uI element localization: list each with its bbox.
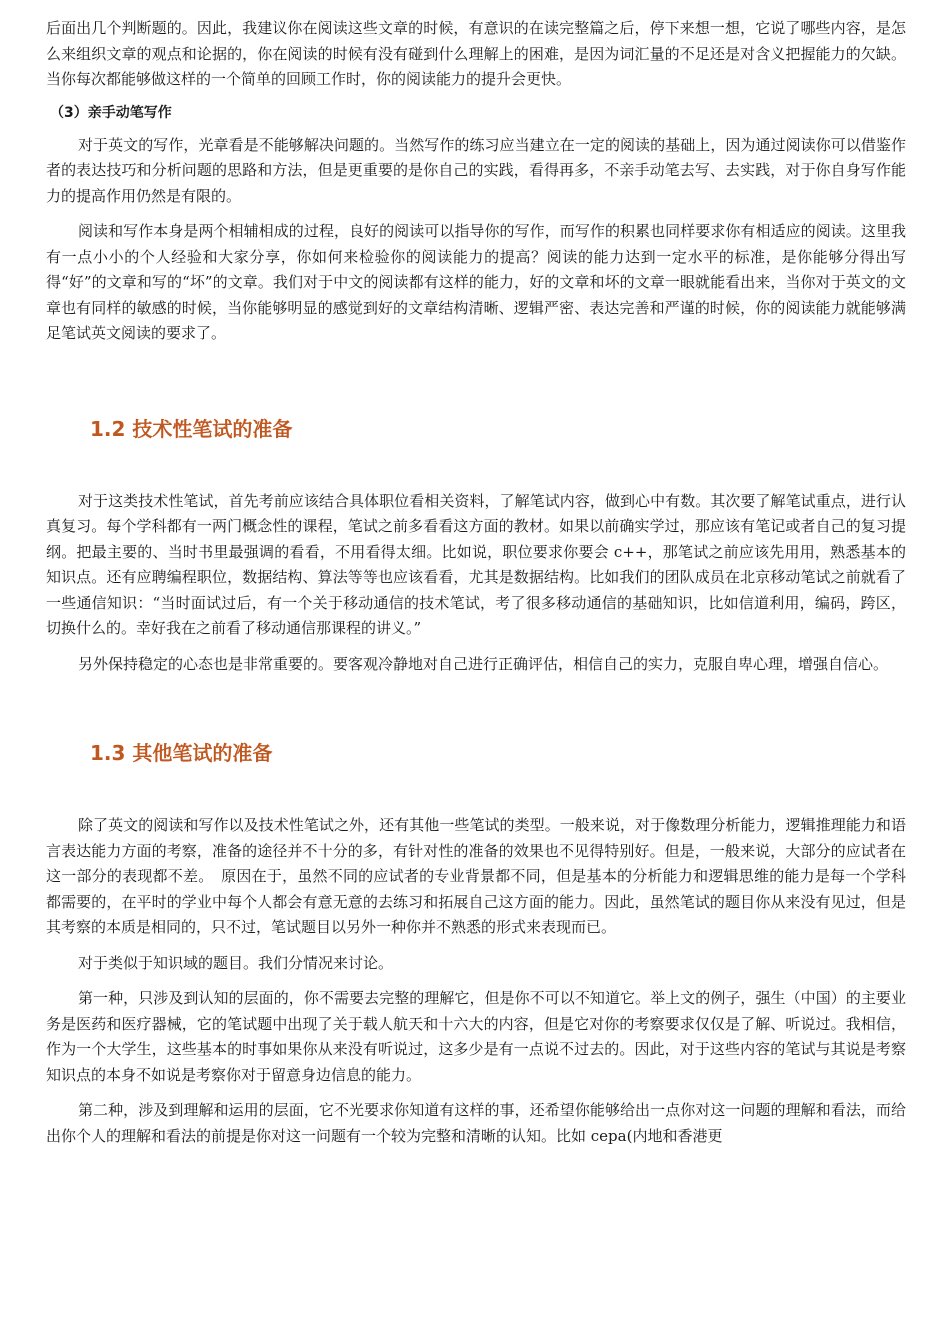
paragraph-second-type: 第二种，涉及到理解和运用的层面，它不光要求你知道有这样的事，还希望你能够给出一点你对这一问题的理解和看法，而给出你个人的理解和看法的前提是你对这一问题有一个较为完整和清晰的认知。比如 cepa(内地和香港更 bbox=[46, 1101, 906, 1145]
paragraph-reading-review: 后面出几个判断题的。因此，我建议你在阅读这些文章的时候，有意识的在读完整篇之后，停下来想一想，它说了哪些内容，是怎么来组织文章的观点和论据的，你在阅读的时候有没有碰到什么理解上的困难，是因为词汇量的不足还是对含义把握能力的欠缺。当你每次都能够做这样的一个简单的回顾工作时，你的阅读能力的提升会更快。 bbox=[46, 19, 906, 88]
paragraph-writing-intro: 对于英文的写作，光章看是不能够解决问题的。当然写作的练习应当建立在一定的阅读的基础上，因为通过阅读你可以借鉴作者的表达技巧和分析问题的思路和方法，但是更重要的是你自己的实践，看得再多，不亲手动笔去写、去实践，对于你自身写作能力的提高作用仍然是有限的。 bbox=[46, 135, 906, 205]
section-title-technical-test: 1.2 技术性笔试的准备 bbox=[90, 416, 293, 441]
document-page bbox=[46, 16, 906, 1149]
section-title-other-tests: 1.3 其他笔试的准备 bbox=[90, 741, 273, 765]
subheading-writing-practice: （3）亲手动笔写作 bbox=[50, 104, 172, 121]
paragraph-reading-writing: 阅读和写作本身是两个相辅相成的过程，良好的阅读可以指导你的写作，而写作的积累也同样要求你有相适应的阅读。这里我有一点小小的个人经验和大家分享，你如何来检验你的阅读能力的提高？阅读的能力达到一定水平的标准，是你能够分得出写得“好”的文章和写的“坏”的文章。我们对于中文的阅读都有这样的能力，好的文章和坏的文章一眼就能看出来，当你对于英文的文章也有同样的敏感的时候，当你能够明显的感觉到好的文章结构清晰、逻辑严密、表达完善和严谨的时候，你的阅读能力就能够满足笔试英文阅读的要求了。 bbox=[46, 222, 906, 342]
paragraph-technical-prep: 对于这类技术性笔试，首先考前应该结合具体职位看相关资料，了解笔试内容，做到心中有数。其次要了解笔试重点，进行认真复习。每个学科都有一两门概念性的课程，笔试之前多看看这方面的教材。如果以前确实学过，那应该有笔记或者自己的复习提纲。把最主要的、当时书里最强调的看看，不用看得太细。比如说，职位要求你要会 c++，那笔试之前应该先用用，熟悉基本的知识点。还有应聘编程职位，数据结构、算法等等也应该看看，尤其是数据结构。比如我们的团队成员在北京移动笔试之前就看了一些通信知识：“当时面试过后，有一个关于移动通信的技术笔试，考了很多移动通信的基础知识，比如信道利用，编码，跨区，切换什么的。幸好我在之前看了移动通信那课程的讲义。” bbox=[46, 491, 906, 637]
paragraph-first-type: 第一种，只涉及到认知的层面的，你不需要去完整的理解它，但是你不可以不知道它。举上文的例子，强生（中国）的主要业务是医药和医疗器械，它的笔试题中出现了关于载人航天和十六大的内容，但是它对你的考察要求仅仅是了解、听说过。我相信，作为一个大学生，这些基本的时事如果你从来没有听说过，这多少是有一点说不过去的。因此，对于这些内容的笔试与其说是考察知识点的本身不如说是考察你对于留意身边信息的能力。 bbox=[46, 989, 906, 1084]
paragraph-mindset: 另外保持稳定的心态也是非常重要的。要客观冷静地对自己进行正确评估，相信自己的实力，克服自卑心理，增强自信心。 bbox=[78, 654, 889, 673]
paragraph-other-tests: 除了英文的阅读和写作以及技术性笔试之外，还有其他一些笔试的类型。一般来说，对于像数理分析能力，逻辑推理能力和语言表达能力方面的考察，准备的途径并不十分的多，有针对性的准备的效果也不见得特别好。但是，一般来说，大部分的应试者在这一部分的表现都不差。 原因在于，虽然不同的应试者的专业背景都不同，但是基本的分析能力和逻辑思维的能力是每一个学科都需要的，在平时的学业中每个人都会有意无意的去练习和拓展自己这方面的能力。因此，虽然笔试的题目你从来没有见过，但是其考察的本质是相同的，只不过，笔试题目以另外一种你并不熟悉的形式来表现而已。 bbox=[46, 816, 906, 936]
paragraph-knowledge-domain: 对于类似于知识域的题目。我们分情况来讨论。 bbox=[78, 953, 394, 972]
